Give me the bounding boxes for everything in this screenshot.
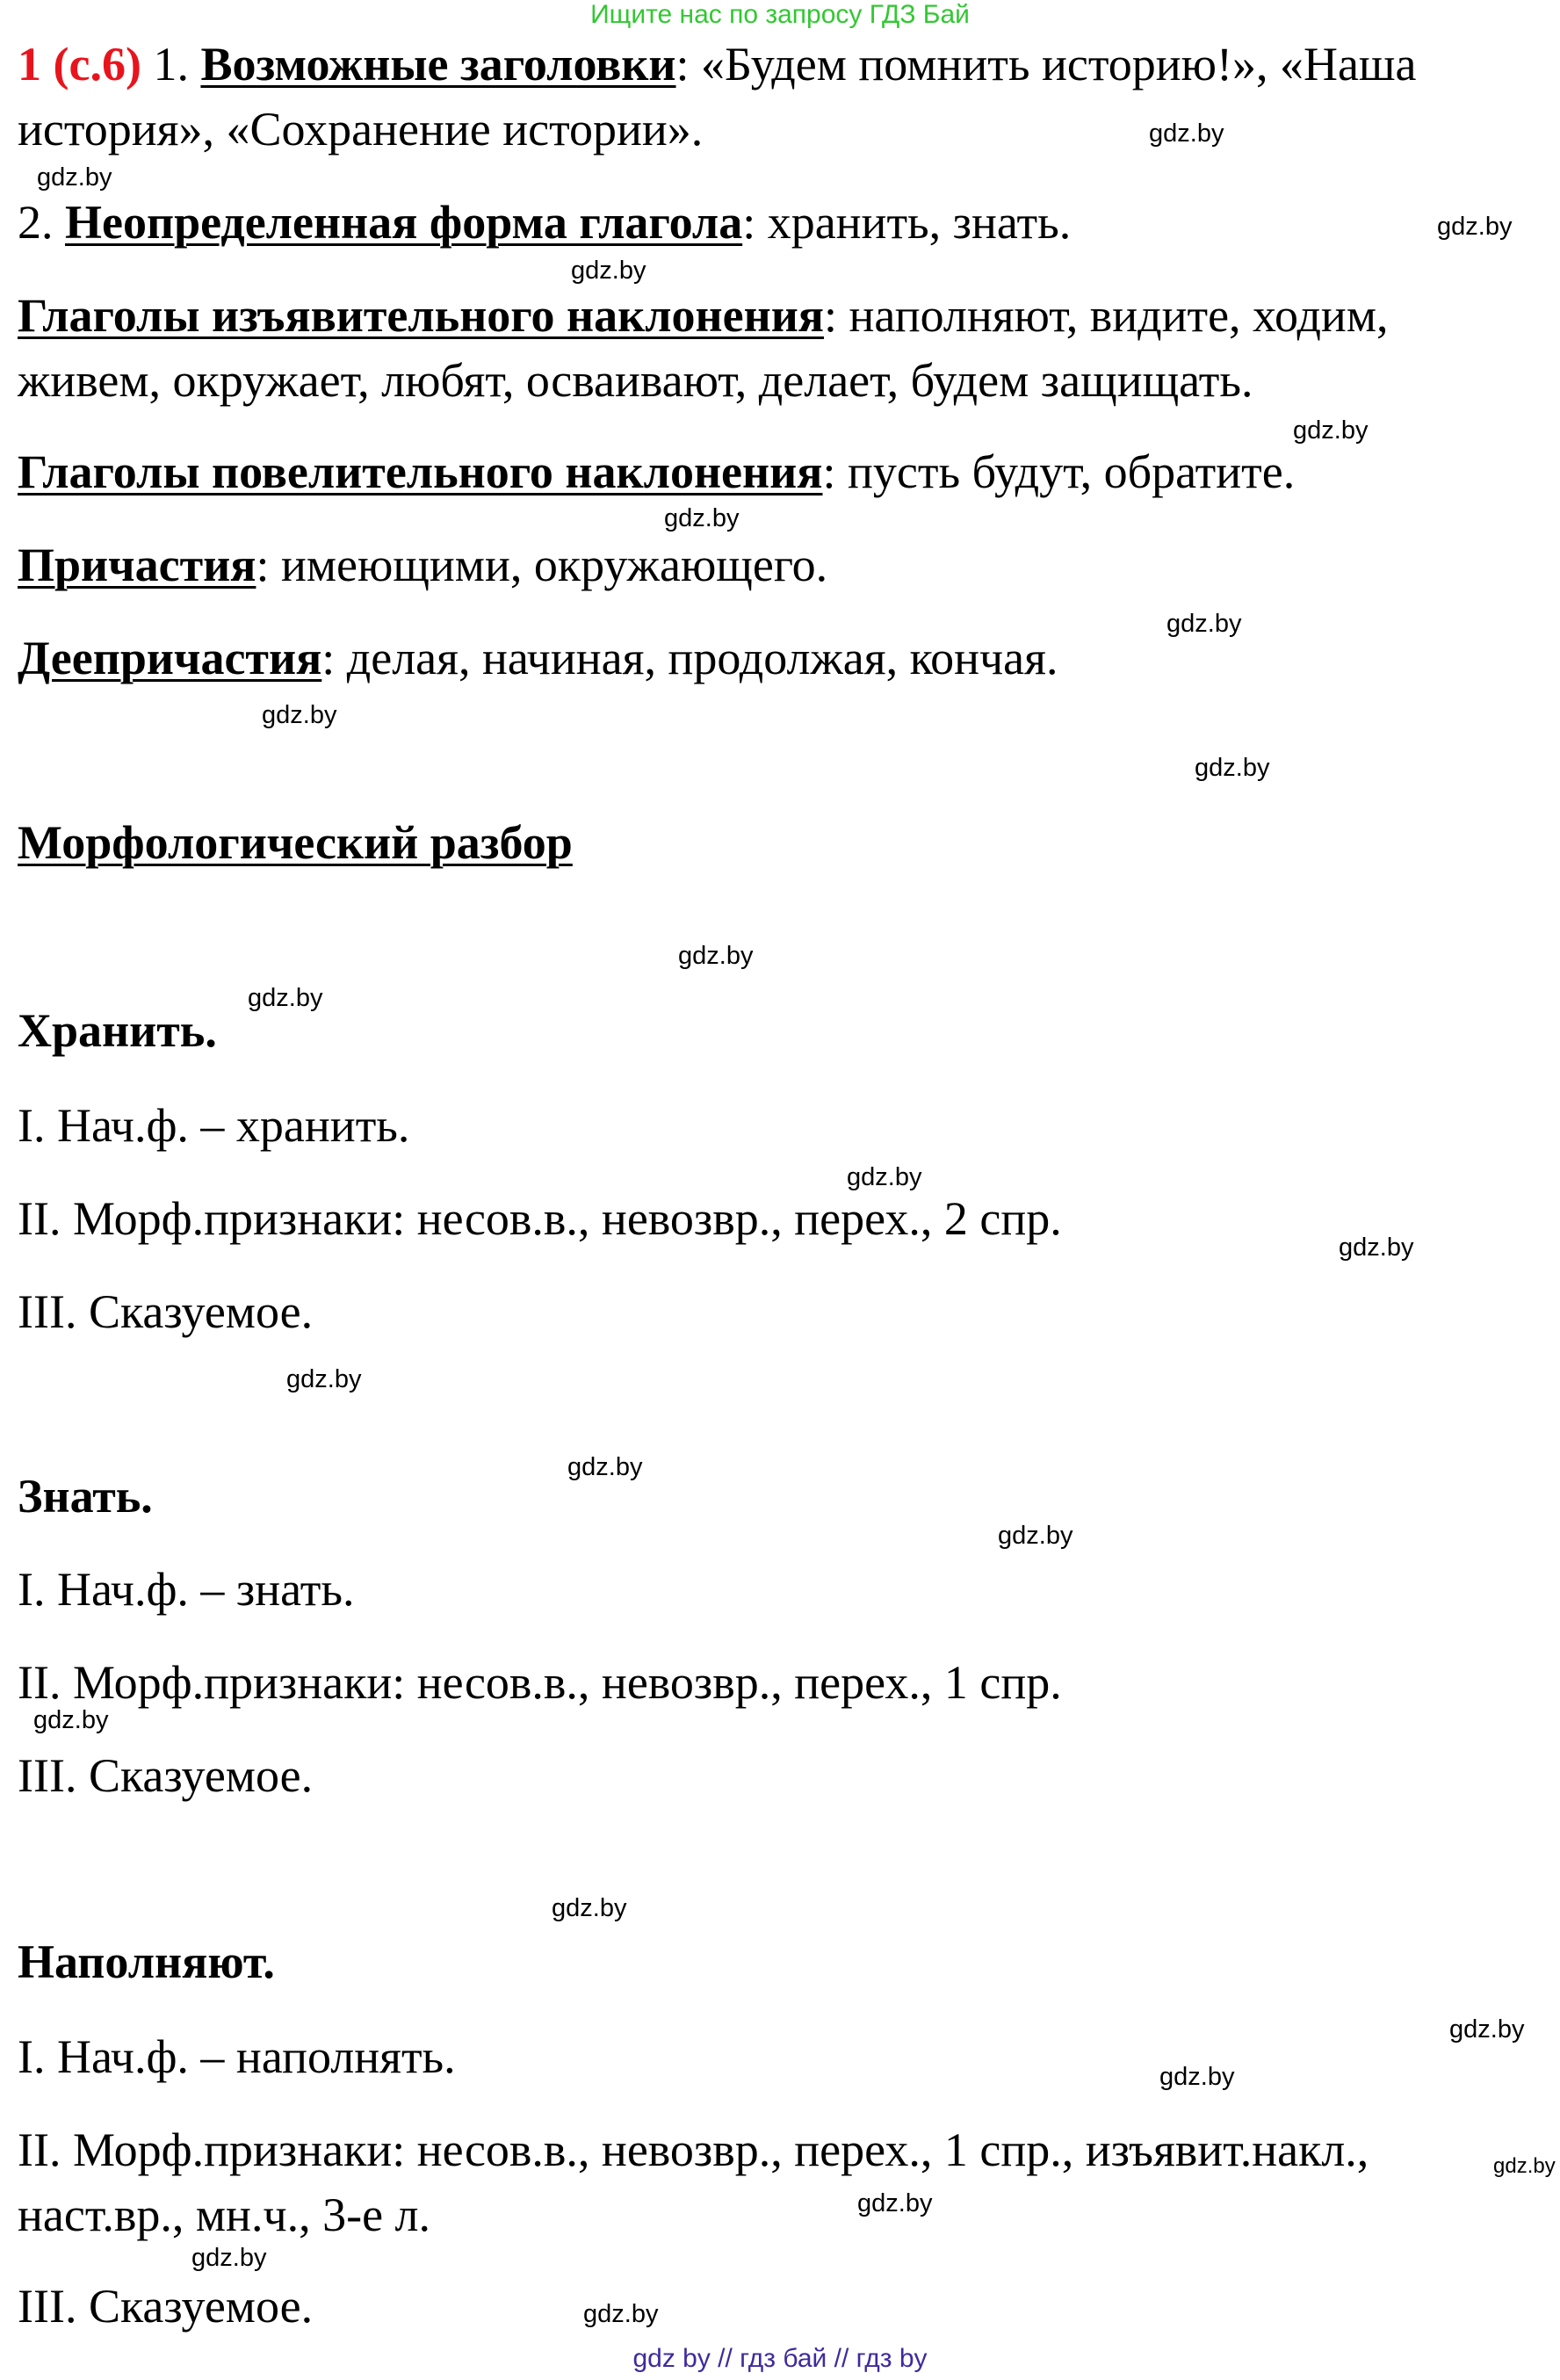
word-1-line-1: I. Нач.ф. – хранить. bbox=[18, 1099, 410, 1152]
p1-text: : «Будем помнить историю!», «Наша bbox=[675, 38, 1417, 90]
task-line-4 bbox=[18, 445, 1295, 499]
watermark: gdz.by bbox=[33, 1706, 109, 1734]
p4-text: : пусть будут, обратите. bbox=[822, 445, 1296, 498]
word-3-title: Наполняют. bbox=[18, 1935, 275, 1988]
task-line-3 bbox=[18, 288, 1389, 343]
p5-heading: Причастия bbox=[18, 539, 256, 591]
watermark: gdz.by bbox=[1449, 2015, 1525, 2044]
task-line-6 bbox=[18, 631, 1058, 685]
watermark: gdz.by bbox=[1293, 416, 1369, 445]
morph-title: Морфологический разбор bbox=[18, 816, 573, 869]
word-3-line-2-cont: наст.вр., мн.ч., 3-е л. bbox=[18, 2188, 430, 2241]
task-number: 1 (с.6) bbox=[18, 38, 141, 90]
watermark: gdz.by bbox=[1166, 610, 1242, 638]
watermark: gdz.by bbox=[191, 2244, 267, 2272]
word-3-line-1: I. Нач.ф. – наполнять. bbox=[18, 2030, 456, 2083]
p6-heading: Деепричастия bbox=[18, 632, 322, 684]
task-line-1 bbox=[18, 37, 1416, 91]
watermark: gdz.by bbox=[248, 984, 323, 1012]
watermark: gdz.by bbox=[567, 1453, 643, 1481]
watermark: gdz.by bbox=[998, 1522, 1073, 1550]
p3-text-cont: живем, окружает, любят, осваивают, делает, будем защищать. bbox=[18, 354, 1253, 407]
footer-links[interactable]: gdz by // гдз бай // гдз by bbox=[632, 2344, 928, 2373]
p3-heading: Глаголы изъявительного наклонения bbox=[18, 289, 825, 342]
word-1-line-2: II. Морф.признаки: несов.в., невозвр., перех., 2 спр. bbox=[18, 1192, 1062, 1245]
word-2-title: Знать. bbox=[18, 1470, 153, 1523]
watermark: gdz.by bbox=[37, 163, 112, 192]
watermark: gdz.by bbox=[286, 1365, 362, 1393]
p6-text: : делая, начиная, продолжая, кончая. bbox=[321, 632, 1058, 684]
watermark: gdz.by bbox=[583, 2300, 659, 2328]
word-2-line-3: III. Сказуемое. bbox=[18, 1749, 314, 1802]
watermark: gdz.by bbox=[1437, 213, 1513, 241]
watermark: gdz.by bbox=[552, 1894, 627, 1922]
top-banner[interactable]: Ищите нас по запросу ГДЗ Бай bbox=[590, 0, 970, 29]
p4-heading: Глаголы повелительного наклонения bbox=[18, 445, 823, 498]
p2-number: 2. bbox=[18, 196, 65, 249]
word-3-line-3: III. Сказуемое. bbox=[18, 2280, 314, 2333]
watermark: gdz.by bbox=[1339, 1233, 1414, 1262]
task-line-2 bbox=[18, 195, 1071, 250]
watermark: gdz.by bbox=[678, 942, 754, 970]
p5-text: : имеющими, окружающего. bbox=[256, 539, 828, 591]
watermark: gdz.by bbox=[571, 257, 646, 285]
watermark: gdz.by bbox=[664, 504, 740, 532]
word-2-line-1: I. Нач.ф. – знать. bbox=[18, 1563, 355, 1616]
word-1-title: Хранить. bbox=[18, 1004, 217, 1057]
watermark: gdz.by bbox=[857, 2189, 933, 2217]
p1-number: 1. bbox=[141, 38, 201, 90]
word-3-line-2: II. Морф.признаки: несов.в., невозвр., перех., 1 спр., изъявит.накл., bbox=[18, 2123, 1369, 2176]
p2-heading: Неопределенная форма глагола bbox=[65, 196, 743, 249]
p2-text: : хранить, знать. bbox=[742, 196, 1072, 249]
word-2-line-2: II. Морф.признаки: несов.в., невозвр., перех., 1 спр. bbox=[18, 1656, 1062, 1709]
watermark: gdz.by bbox=[1159, 2063, 1235, 2091]
p1-heading: Возможные заголовки bbox=[200, 38, 676, 90]
task-line-5 bbox=[18, 538, 827, 592]
watermark: gdz.by bbox=[1493, 2154, 1556, 2178]
p1-text-cont: история», «Сохранение истории». bbox=[18, 103, 704, 156]
watermark: gdz.by bbox=[1149, 119, 1224, 148]
watermark: gdz.by bbox=[262, 701, 337, 729]
word-1-line-3: III. Сказуемое. bbox=[18, 1285, 314, 1338]
watermark: gdz.by bbox=[847, 1163, 922, 1191]
p3-text: : наполняют, видите, ходим, bbox=[824, 289, 1389, 342]
watermark: gdz.by bbox=[1195, 754, 1270, 782]
